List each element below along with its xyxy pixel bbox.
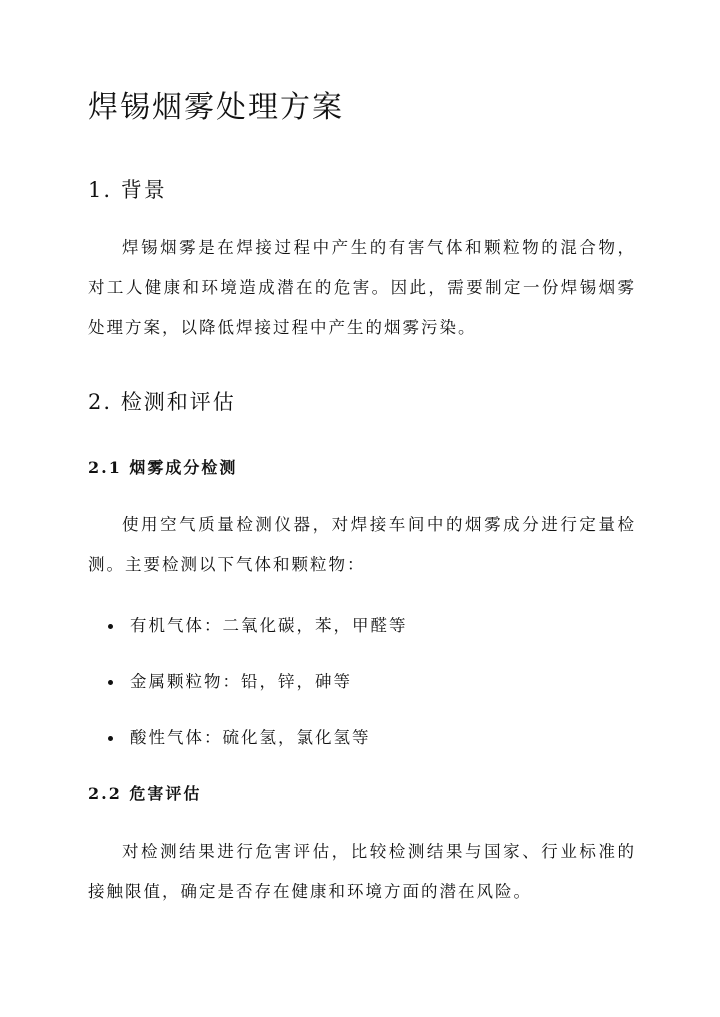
composition-paragraph: 使用空气质量检测仪器，对焊接车间中的烟雾成分进行定量检测。主要检测以下气体和颗粒物： xyxy=(88,515,636,574)
bullet-icon xyxy=(108,624,113,629)
hazard-assessment-paragraph: 对检测结果进行危害评估，比较检测结果与国家、行业标准的接触限值，确定是否存在健康和环境方面的潜在风险。 xyxy=(88,842,636,901)
list-item-text: 酸性气体：硫化氢，氯化氢等 xyxy=(130,728,371,747)
bullet-icon xyxy=(108,736,113,741)
background-paragraph: 焊锡烟雾是在焊接过程中产生的有害气体和颗粒物的混合物，对工人健康和环境造成潜在的危害。因此，需要制定一份焊锡烟雾处理方案，以降低焊接过程中产生的烟雾污染。 xyxy=(88,238,636,337)
list-item-text: 有机气体：二氧化碳，苯，甲醛等 xyxy=(130,616,408,635)
subsection-heading-smoke-composition: 2.1 烟雾成分检测 xyxy=(88,458,238,477)
section-heading-background: 1. 背景 xyxy=(88,178,167,202)
section-heading-detection-evaluation: 2. 检测和评估 xyxy=(88,390,236,414)
subsection-heading-hazard-assessment: 2.2 危害评估 xyxy=(88,784,202,803)
document-title: 焊锡烟雾处理方案 xyxy=(88,90,344,125)
bullet-icon xyxy=(108,680,113,685)
list-item-text: 金属颗粒物：铅，锌，砷等 xyxy=(130,672,352,691)
